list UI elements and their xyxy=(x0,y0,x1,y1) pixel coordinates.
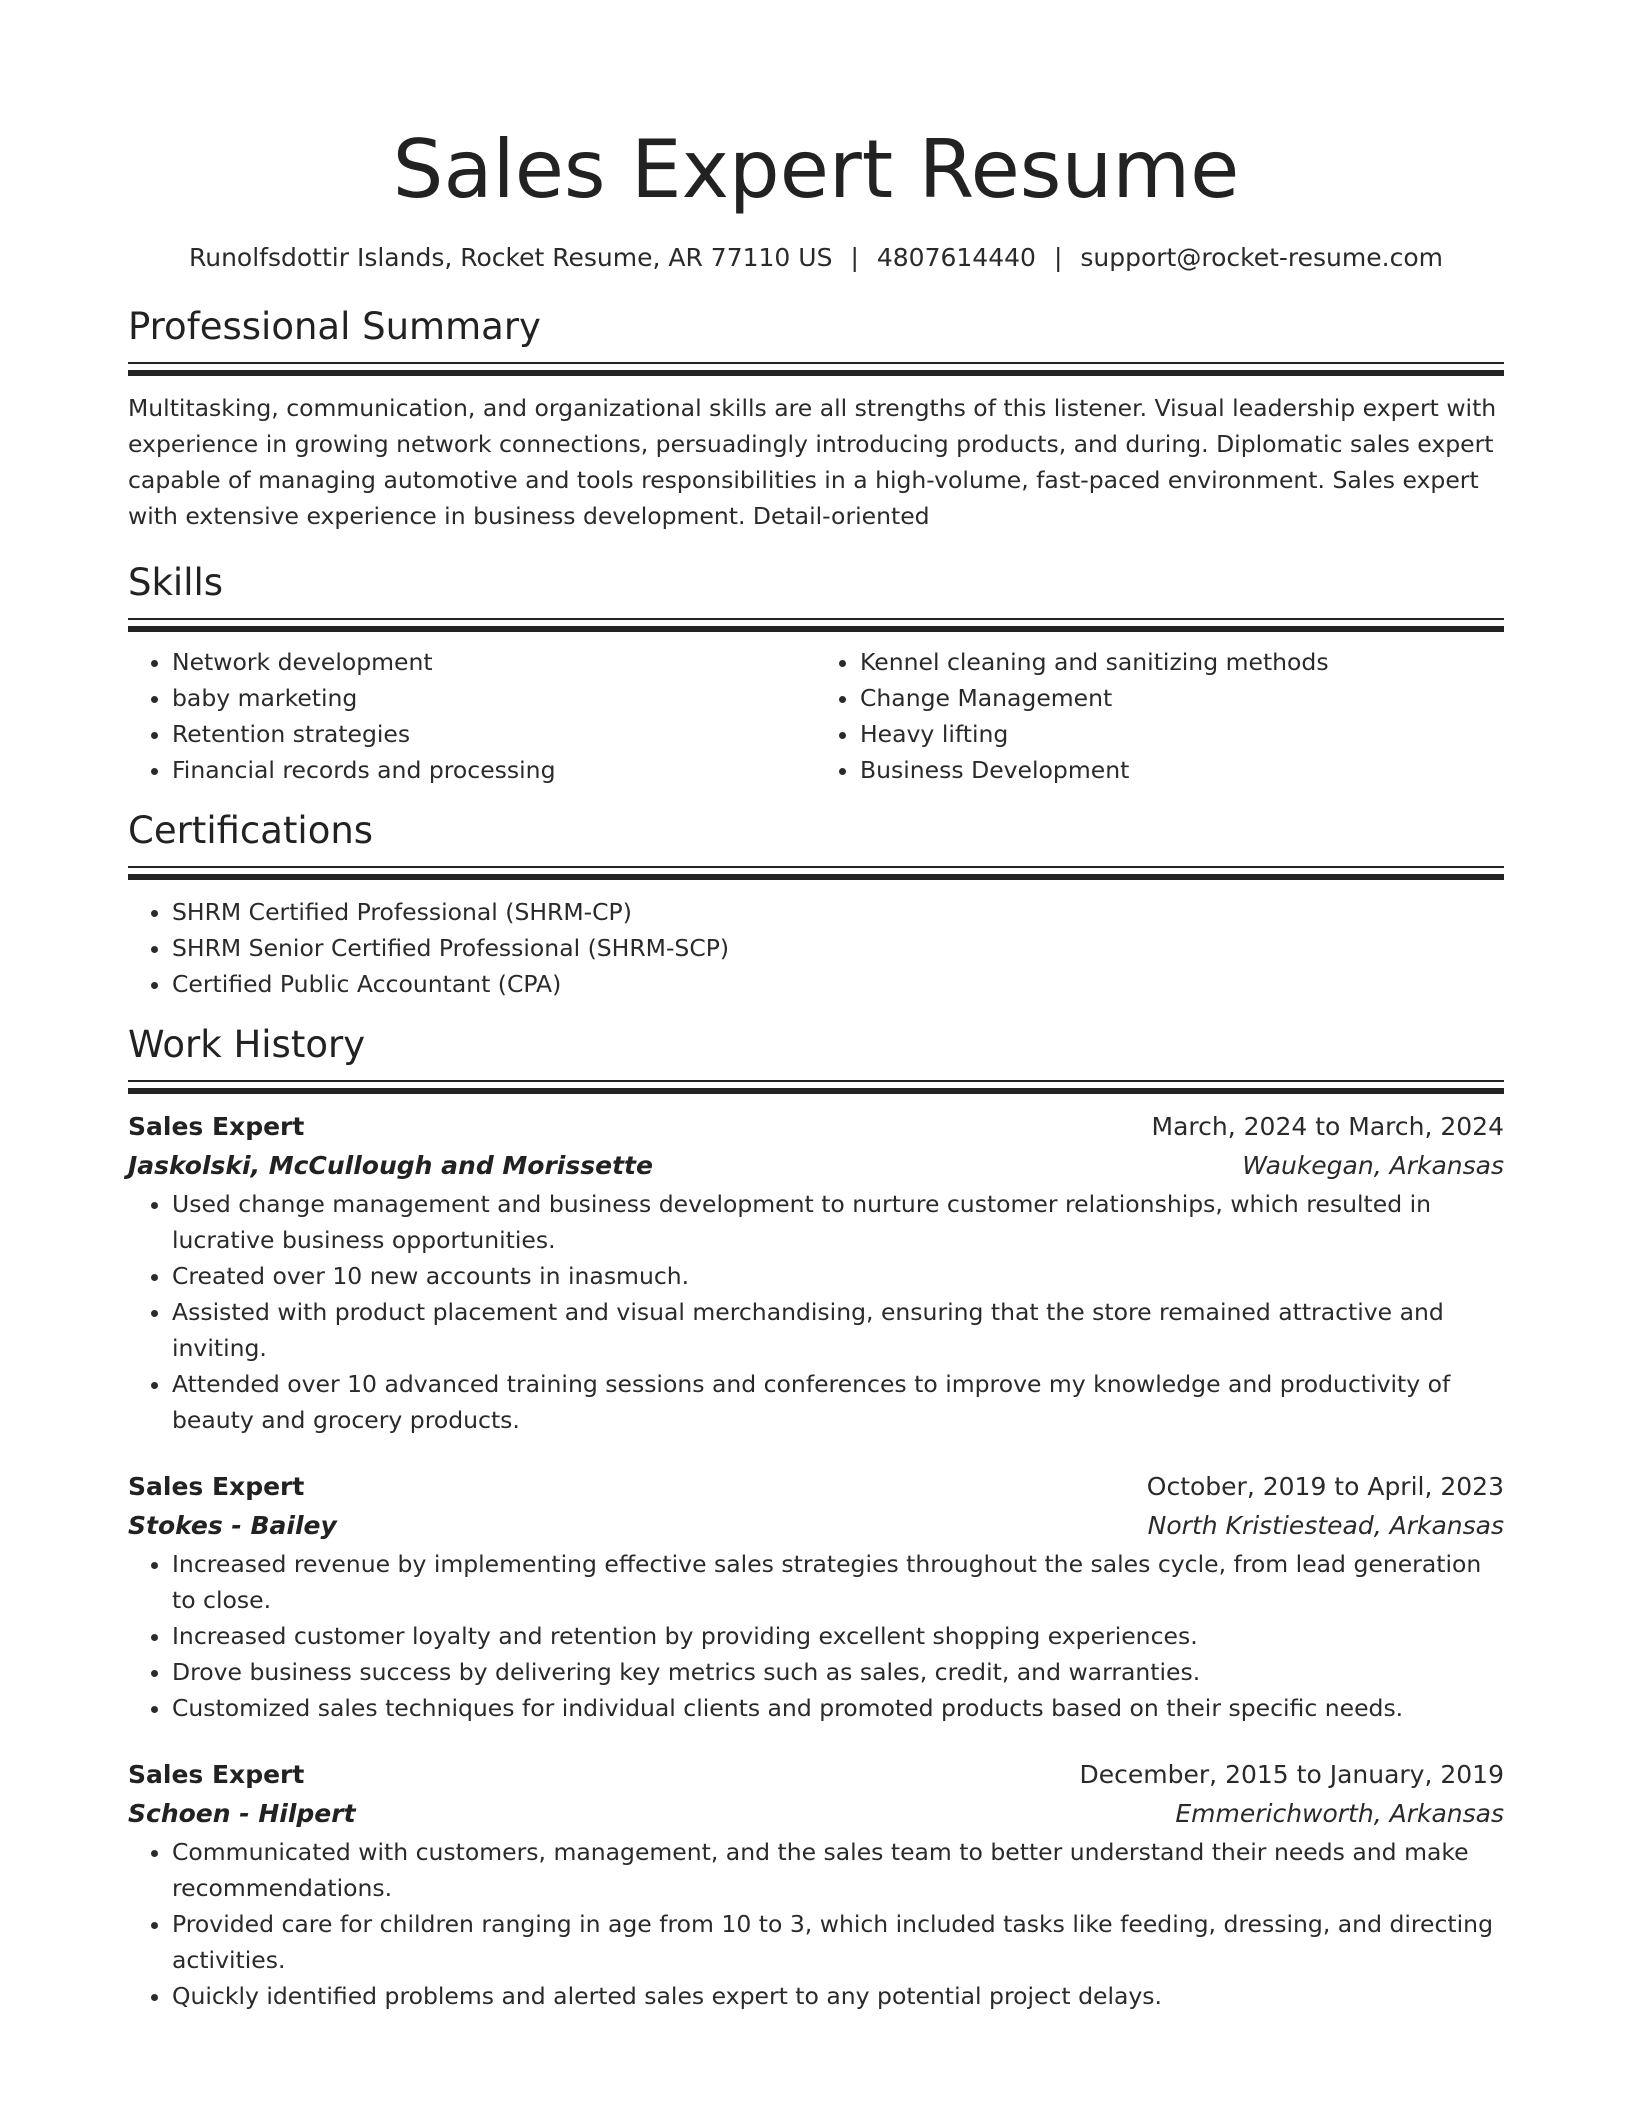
job-bullet: • Drove business success by delivering key metrics such as sales, credit, and warranties. xyxy=(172,1654,1504,1690)
job-bullet: • Quickly identified problems and alerted sales expert to any potential project delays. xyxy=(172,1978,1504,2014)
work-history-heading: Work History xyxy=(128,1023,366,1066)
contact-phone: 4807614440 xyxy=(876,243,1036,272)
contact-address: Runolfsdottir Islands, Rocket Resume, AR 77110 US xyxy=(189,243,833,272)
skill-item: • Heavy lifting xyxy=(860,716,1504,752)
resume-title: Sales Expert Resume xyxy=(392,123,1240,216)
summary-text: Multitasking, communication, and organizational skills are all strengths of this listener. Visual leadership expert with experience in growing network connections, persuadingly introducing products, and during. Diplomatic sales expert capable of managing automotive and tools responsibilities in a high-volume, fast-paced environment. Sales expert with extensive experience in business development. Detail-oriented xyxy=(128,394,1497,530)
section-divider-thick xyxy=(128,370,1504,376)
skill-item: • Financial records and processing xyxy=(172,752,816,788)
job-bullet: • Provided care for children ranging in age from 10 to 3, which included tasks like feeding, dressing, and directing activities. xyxy=(172,1906,1504,1978)
job-bullets xyxy=(128,1186,1504,1438)
job-title: Sales Expert xyxy=(128,1760,305,1789)
section-divider xyxy=(128,866,1504,868)
section-divider xyxy=(128,362,1504,364)
job-bullet: • Increased revenue by implementing effective sales strategies throughout the sales cycle, from lead generation to close. xyxy=(172,1546,1504,1618)
skills-grid xyxy=(128,644,1504,788)
contact-separator: | xyxy=(850,243,859,272)
job-bullet: • Created over 10 new accounts in inasmuch. xyxy=(172,1258,1504,1294)
job-bullet: • Attended over 10 advanced training sessions and conferences to improve my knowledge and productivity of beauty and grocery products. xyxy=(172,1366,1504,1438)
job-bullet: • Communicated with customers, management, and the sales team to better understand their needs and make recommendations. xyxy=(172,1834,1504,1906)
job-bullet: • Assisted with product placement and visual merchandising, ensuring that the store remained attractive and inviting. xyxy=(172,1294,1504,1366)
contact-line xyxy=(128,242,1504,274)
job-dates: December, 2015 to January, 2019 xyxy=(1079,1760,1504,1789)
job-bullet: • Increased customer loyalty and retention by providing excellent shopping experiences. xyxy=(172,1618,1504,1654)
job-entry xyxy=(128,1468,1504,1726)
job-location: North Kristiestead, Arkansas xyxy=(1147,1511,1504,1540)
job-subheader xyxy=(128,1794,1504,1834)
job-dates: March, 2024 to March, 2024 xyxy=(1151,1112,1504,1141)
job-title: Sales Expert xyxy=(128,1112,305,1141)
job-location: Emmerichworth, Arkansas xyxy=(1175,1799,1504,1828)
job-header xyxy=(128,1108,1504,1146)
job-header xyxy=(128,1756,1504,1794)
skills-heading: Skills xyxy=(128,561,224,604)
job-title: Sales Expert xyxy=(128,1472,305,1501)
skills-list-right xyxy=(816,644,1504,788)
certification-item: • SHRM Senior Certified Professional (SHRM-SCP) xyxy=(172,930,1504,966)
job-company: Schoen - Hilpert xyxy=(128,1799,356,1828)
section-divider xyxy=(128,1080,1504,1082)
certifications-section xyxy=(128,808,1504,1002)
job-entry xyxy=(128,1756,1504,2014)
work-history-section xyxy=(128,1022,1504,2014)
section-divider-thick xyxy=(128,1088,1504,1094)
section-divider-thick xyxy=(128,874,1504,880)
certification-item: • SHRM Certified Professional (SHRM-CP) xyxy=(172,894,1504,930)
section-divider-thick xyxy=(128,626,1504,632)
job-subheader xyxy=(128,1146,1504,1186)
job-subheader xyxy=(128,1506,1504,1546)
certification-item: • Certified Public Accountant (CPA) xyxy=(172,966,1504,1002)
skill-item: • Network development xyxy=(172,644,816,680)
certifications-list xyxy=(128,894,1504,1002)
job-bullet: • Customized sales techniques for individual clients and promoted products based on their specific needs. xyxy=(172,1690,1504,1726)
skill-item: • Business Development xyxy=(860,752,1504,788)
resume-page xyxy=(128,0,1504,2014)
job-bullets xyxy=(128,1546,1504,1726)
skill-item: • baby marketing xyxy=(172,680,816,716)
job-location: Waukegan, Arkansas xyxy=(1242,1151,1504,1180)
job-company: Jaskolski, McCullough and Morissette xyxy=(128,1151,653,1180)
contact-email: support@rocket-resume.com xyxy=(1080,243,1443,272)
summary-heading: Professional Summary xyxy=(128,305,541,348)
certifications-heading: Certifications xyxy=(128,809,374,852)
skills-list-left xyxy=(128,644,816,788)
skills-section xyxy=(128,560,1504,788)
summary-section xyxy=(128,304,1504,534)
contact-separator: | xyxy=(1053,243,1063,272)
job-dates: October, 2019 to April, 2023 xyxy=(1146,1472,1504,1501)
job-header xyxy=(128,1468,1504,1506)
job-bullet: • Used change management and business development to nurture customer relationships, which resulted in lucrative business opportunities. xyxy=(172,1186,1504,1258)
job-bullets xyxy=(128,1834,1504,2014)
skill-item: • Change Management xyxy=(860,680,1504,716)
skill-item: • Retention strategies xyxy=(172,716,816,752)
job-entry xyxy=(128,1108,1504,1438)
job-company: Stokes - Bailey xyxy=(128,1511,337,1540)
section-divider xyxy=(128,618,1504,620)
skill-item: • Kennel cleaning and sanitizing methods xyxy=(860,644,1504,680)
